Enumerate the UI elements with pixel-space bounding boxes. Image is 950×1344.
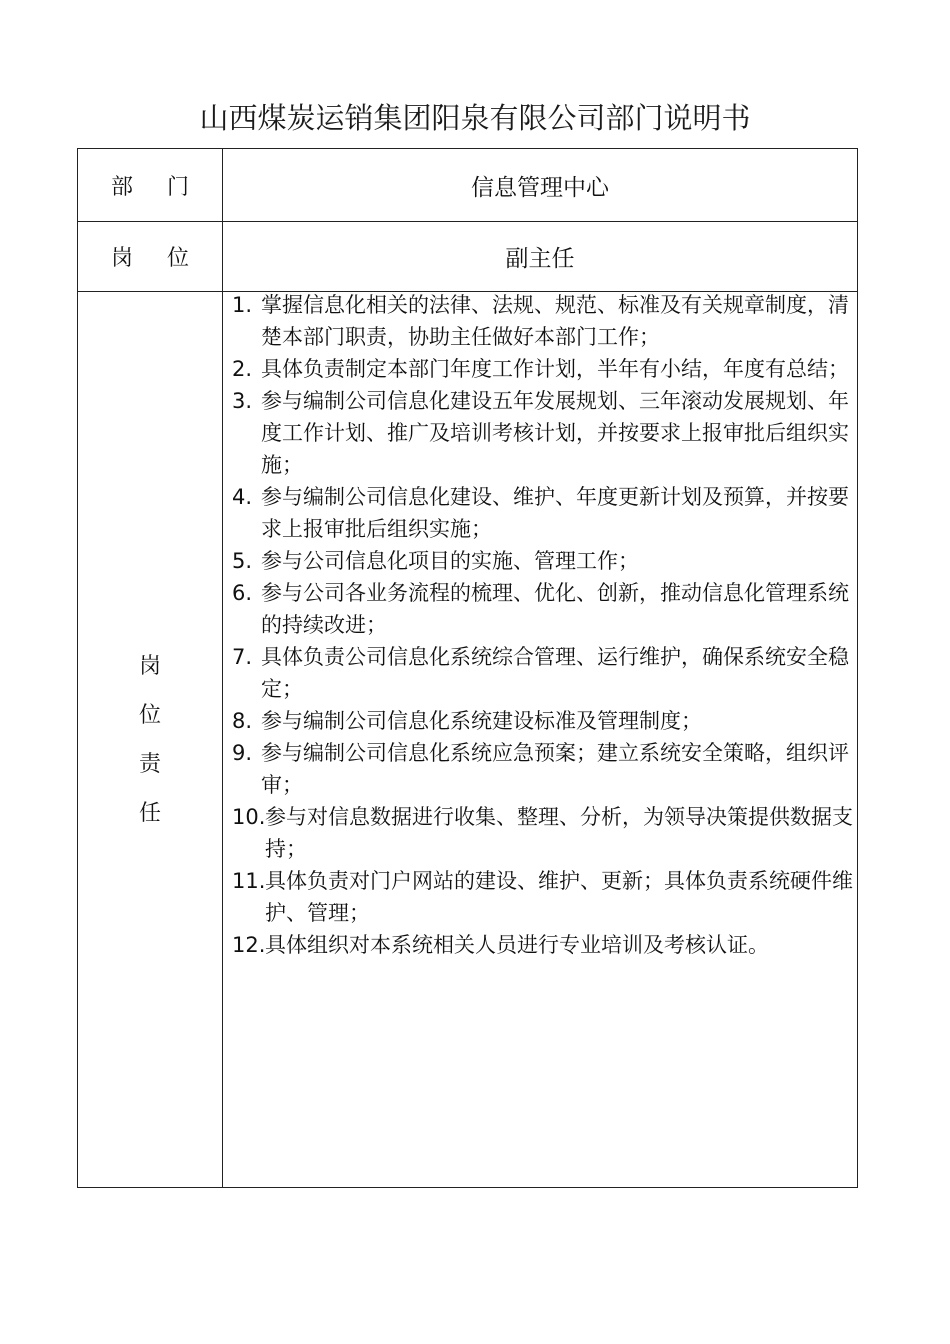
page-title: 山西煤炭运销集团阳泉有限公司部门说明书 bbox=[199, 101, 751, 135]
responsibilities-label-char-1: 岗 bbox=[138, 653, 161, 679]
list-item-number: 9. bbox=[232, 741, 253, 765]
list-item-number: 12. bbox=[232, 933, 266, 957]
list-item bbox=[232, 577, 854, 641]
position-label-char-1: 岗 bbox=[110, 246, 133, 271]
list-item-number: 8. bbox=[232, 709, 253, 733]
responsibilities-label-char-4: 任 bbox=[138, 800, 161, 826]
list-item-text: 参与公司信息化项目的实施、管理工作； bbox=[261, 549, 639, 573]
list-item bbox=[232, 289, 854, 353]
list-item-number: 6. bbox=[232, 581, 253, 605]
position-label bbox=[78, 222, 223, 292]
list-item-number: 10. bbox=[232, 805, 266, 829]
responsibilities-label-char-3: 责 bbox=[138, 751, 161, 777]
responsibilities-label-char-2: 位 bbox=[138, 702, 161, 728]
list-item bbox=[232, 865, 854, 929]
list-item-text: 具体负责制定本部门年度工作计划，半年有小结，年度有总结； bbox=[261, 357, 849, 381]
list-item-number: 5. bbox=[232, 549, 253, 573]
list-item-number: 3. bbox=[232, 389, 253, 413]
department-row bbox=[78, 149, 858, 222]
list-item bbox=[232, 353, 854, 385]
list-item bbox=[232, 929, 854, 961]
responsibilities-cell bbox=[223, 292, 858, 1188]
list-item bbox=[232, 705, 854, 737]
position-row bbox=[78, 222, 858, 292]
position-value: 副主任 bbox=[223, 222, 858, 292]
list-item-number: 1. bbox=[232, 293, 253, 317]
department-value: 信息管理中心 bbox=[223, 149, 858, 222]
list-item-text: 具体负责公司信息化系统综合管理、运行维护，确保系统安全稳定； bbox=[261, 645, 849, 701]
list-item-text: 参与编制公司信息化系统建设标准及管理制度； bbox=[261, 709, 702, 733]
list-item bbox=[232, 481, 854, 545]
responsibilities-label bbox=[78, 292, 223, 1188]
list-item-number: 2. bbox=[232, 357, 253, 381]
list-item bbox=[232, 545, 854, 577]
list-item-text: 具体组织对本系统相关人员进行专业培训及考核认证。 bbox=[265, 933, 769, 957]
list-item-number: 11. bbox=[232, 869, 266, 893]
list-item-text: 参与编制公司信息化建设、维护、年度更新计划及预算，并按要求上报审批后组织实施； bbox=[261, 485, 849, 541]
list-item-text: 参与公司各业务流程的梳理、优化、创新，推动信息化管理系统的持续改进； bbox=[261, 581, 849, 637]
list-item bbox=[232, 737, 854, 801]
job-description-table bbox=[77, 148, 858, 1188]
position-label-char-2: 位 bbox=[167, 246, 190, 271]
responsibilities-row bbox=[78, 292, 858, 1188]
list-item-text: 掌握信息化相关的法律、法规、规范、标准及有关规章制度，清楚本部门职责，协助主任做好本部门工作； bbox=[261, 293, 849, 349]
department-label-char-1: 部 bbox=[110, 174, 133, 200]
list-item bbox=[232, 801, 854, 865]
list-item-number: 7. bbox=[232, 645, 253, 669]
department-label bbox=[78, 149, 223, 222]
list-item-text: 参与对信息数据进行收集、整理、分析，为领导决策提供数据支持； bbox=[265, 805, 853, 861]
duty-list bbox=[232, 289, 854, 961]
list-item bbox=[232, 385, 854, 481]
list-item-text: 具体负责对门户网站的建设、维护、更新；具体负责系统硬件维护、管理； bbox=[265, 869, 853, 925]
list-item-text: 参与编制公司信息化系统应急预案；建立系统安全策略，组织评审； bbox=[261, 741, 849, 797]
list-item bbox=[232, 641, 854, 705]
list-item-number: 4. bbox=[232, 485, 253, 509]
department-label-char-2: 门 bbox=[167, 174, 190, 200]
list-item-text: 参与编制公司信息化建设五年发展规划、三年滚动发展规划、年度工作计划、推广及培训考核计划，并按要求上报审批后组织实施； bbox=[261, 389, 849, 477]
